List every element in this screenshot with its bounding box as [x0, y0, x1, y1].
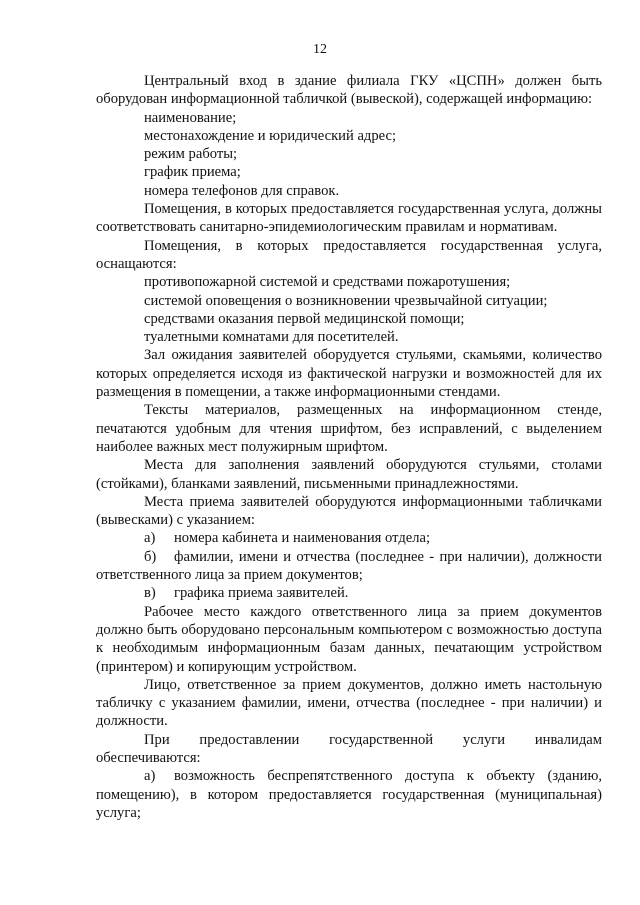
- list-item: средствами оказания первой медицинской помощи;: [144, 310, 465, 327]
- item-marker: а): [144, 530, 156, 547]
- item-marker: в): [144, 585, 156, 602]
- premises-sanitary-paragraph: Помещения, в которых предоставляется государственная услуга, должны соответствовать санитарно-эпидемиологическим правилам и нормативам.: [96, 201, 602, 236]
- entrance-paragraph: Центральный вход в здание филиала ГКУ «ЦСПН» должен быть оборудован информационной табличкой (вывеской), содержащей информацию:: [96, 73, 602, 108]
- list-item: системой оповещения о возникновении чрезвычайной ситуации;: [144, 292, 548, 309]
- list-item: номера телефонов для справок.: [144, 182, 340, 199]
- list-item: туалетными комнатами для посетителей.: [144, 329, 399, 346]
- lettered-item: [96, 548, 602, 585]
- lettered-item: [96, 529, 602, 547]
- document-body: [96, 72, 602, 822]
- list-item: противопожарной системой и средствами пожаротушения;: [144, 274, 511, 291]
- item-text: графика приема заявителей.: [174, 585, 349, 602]
- item-marker: б): [144, 548, 157, 565]
- item-marker: а): [144, 768, 156, 785]
- page-number: 12: [313, 42, 327, 57]
- list-item: наименование;: [144, 109, 237, 126]
- waiting-hall-paragraph: Зал ожидания заявителей оборудуется стульями, скамьями, количество которых определяется исходя из фактической нагрузки и возможностей для их размещения в помещении, а также информационными стендами.: [96, 347, 602, 401]
- item-text: возможность беспрепятственного доступа к объекту (зданию, помещению), в котором предоставляется государственная (муниципальная) услуга;: [96, 768, 602, 821]
- item-text: номера кабинета и наименования отдела;: [174, 530, 431, 547]
- disabled-access-paragraph: При предоставлении государственной услуги инвалидам обеспечиваются:: [96, 731, 602, 766]
- lettered-item: [96, 584, 602, 602]
- texts-paragraph: Тексты материалов, размещенных на информационном стенде, печатаются удобным для чтения шрифтом, без исправлений, с выделением наиболее важных мест полужирным шрифтом.: [96, 402, 602, 455]
- list-item: режим работы;: [144, 146, 238, 163]
- item-text: фамилии, имени и отчества (последнее - при наличии), должности ответственного лица за прием документов;: [96, 548, 602, 584]
- list-item: график приема;: [144, 164, 241, 181]
- responsible-person-paragraph: Лицо, ответственное за прием документов, должно иметь настольную табличку с указанием фамилии, имени, отчества (последнее - при наличии) и должности.: [96, 676, 602, 730]
- lettered-item: [96, 767, 602, 822]
- reception-places-paragraph: Места приема заявителей оборудуются информационными табличками (вывесками) с указанием:: [96, 493, 602, 529]
- filling-places-paragraph: Места для заполнения заявлений оборудуются стульями, столами (стойками), бланками заявлений, письменными принадлежностями.: [96, 457, 602, 492]
- list-item: местонахождение и юридический адрес;: [144, 127, 397, 144]
- premises-equipped-paragraph: Помещения, в которых предоставляется государственная услуга, оснащаются:: [96, 237, 602, 272]
- workplace-paragraph: Рабочее место каждого ответственного лица за прием документов должно быть оборудовано персональным компьютером с возможностью доступа к необходимым информационным базам данных, печатающим устройством (принтером) и копирующим устройством.: [96, 603, 602, 675]
